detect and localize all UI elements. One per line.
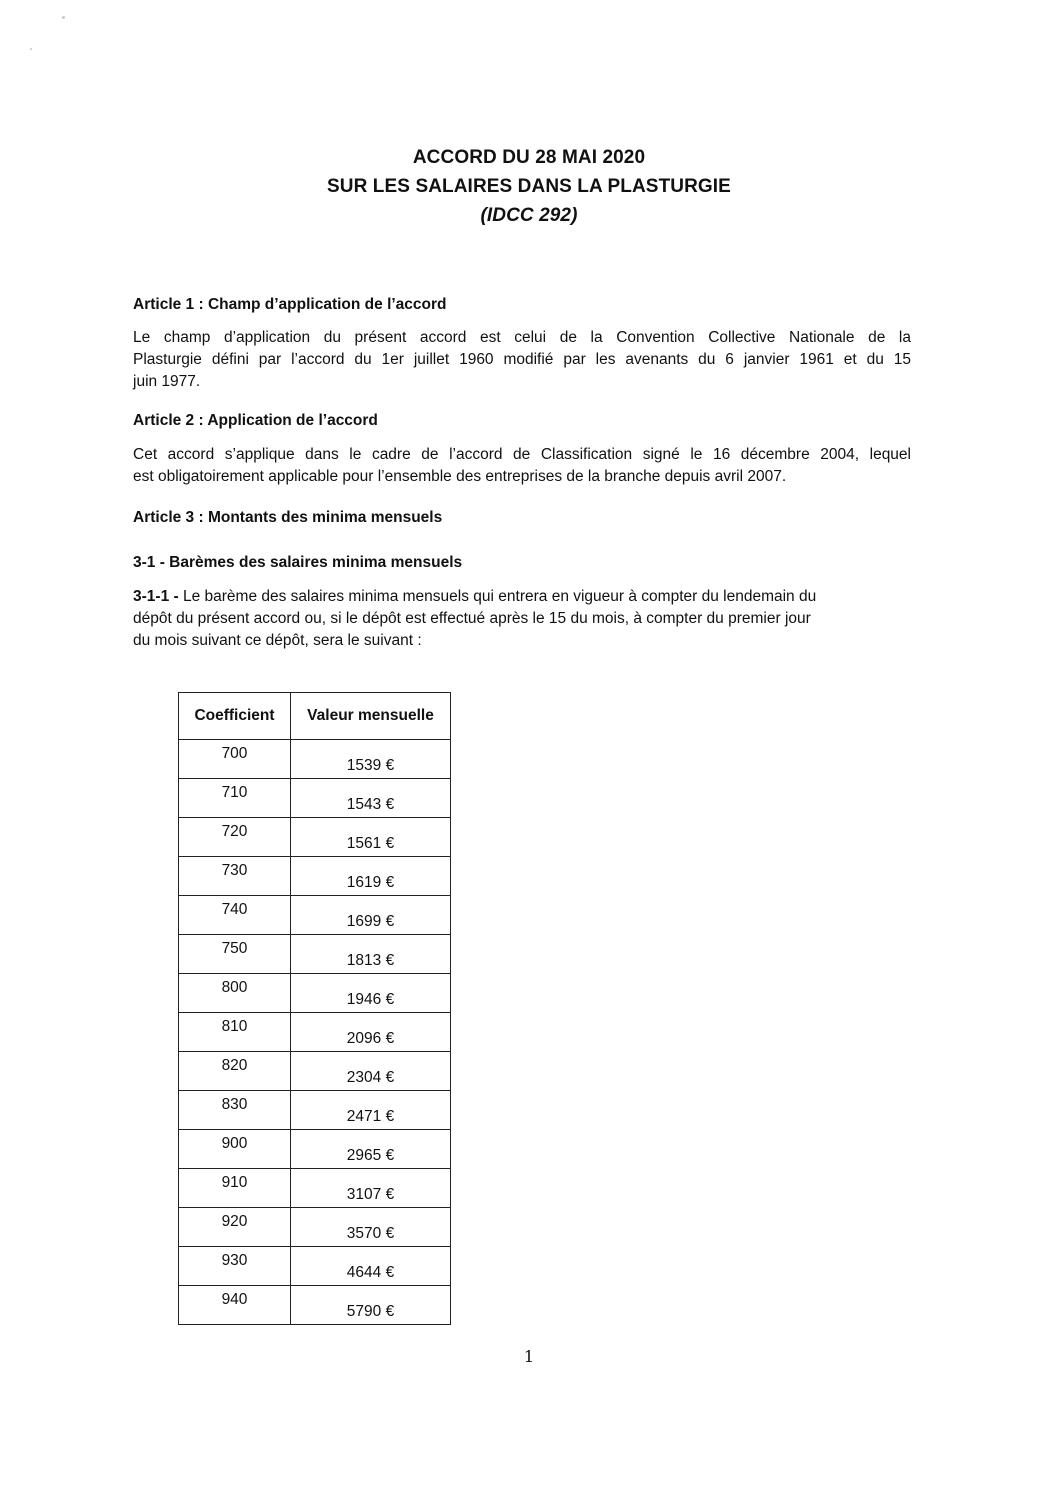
coefficient-cell: 940 [179,1286,291,1325]
section-3-1-1-line-1: 3-1-1 - Le barème des salaires minima mensuels qui entrera en vigueur à compter du lendemain du [133,588,817,605]
monthly-value-cell: 3570 € [291,1208,451,1247]
coefficient-cell: 720 [179,818,291,857]
table-row [179,1169,451,1208]
table-row [179,1247,451,1286]
title-line-3: (IDCC 292) [480,205,578,226]
monthly-value-cell: 1619 € [291,857,451,896]
scan-speck [30,48,32,50]
monthly-value-cell: 2471 € [291,1091,451,1130]
section-3-1-heading: 3-1 - Barèmes des salaires minima mensuels [133,554,463,571]
table-row [179,935,451,974]
document-body [133,294,911,652]
table-row [179,1052,451,1091]
article-1-line-1: Le champ d’application du présent accord est celui de la Convention Collective Nationale de la [133,329,911,346]
article-2-line-2: est obligatoirement applicable pour l’ensemble des entreprises de la branche depuis avril 2007. [133,468,787,485]
title-line-2: SUR LES SALAIRES DANS LA PLASTURGIE [327,176,731,197]
column-header-coefficient: Coefficient [179,693,291,740]
monthly-value-cell: 2096 € [291,1013,451,1052]
section-3-1-1-label: 3-1-1 - [133,588,179,605]
article-2-line-1: Cet accord s’applique dans le cadre de l’accord de Classification signé le 16 décembre 2004, lequel [133,446,911,463]
coefficient-cell: 830 [179,1091,291,1130]
coefficient-cell: 810 [179,1013,291,1052]
coefficient-cell: 710 [179,779,291,818]
coefficient-cell: 910 [179,1169,291,1208]
monthly-value-cell: 3107 € [291,1169,451,1208]
coefficient-cell: 740 [179,896,291,935]
monthly-value-cell: 4644 € [291,1247,451,1286]
coefficient-cell: 900 [179,1130,291,1169]
coefficient-cell: 800 [179,974,291,1013]
page-number: 1 [523,1347,535,1366]
title-line-1: ACCORD DU 28 MAI 2020 [412,147,646,168]
monthly-value-cell: 1539 € [291,740,451,779]
table-row [179,740,451,779]
article-3-heading: Article 3 : Montants des minima mensuels [133,509,443,526]
table-row [179,1091,451,1130]
table-row [179,857,451,896]
table-row [179,1130,451,1169]
document-title [0,143,1058,230]
table-row [179,1286,451,1325]
coefficient-cell: 700 [179,740,291,779]
monthly-value-cell: 2304 € [291,1052,451,1091]
monthly-value-cell: 2965 € [291,1130,451,1169]
table-row [179,818,451,857]
monthly-value-cell: 1543 € [291,779,451,818]
column-header-monthly-value: Valeur mensuelle [291,693,451,740]
monthly-value-cell: 1561 € [291,818,451,857]
table-row [179,779,451,818]
article-1-line-3: juin 1977. [133,373,201,390]
article-2-heading: Article 2 : Application de l’accord [133,412,378,429]
article-1-line-2: Plasturgie défini par l’accord du 1er juillet 1960 modifié par les avenants du 6 janvier 1961 et du 15 [133,351,911,368]
monthly-value-cell: 1813 € [291,935,451,974]
table-row [179,1013,451,1052]
coefficient-cell: 750 [179,935,291,974]
coefficient-cell: 920 [179,1208,291,1247]
section-3-1-1-line-3: du mois suivant ce dépôt, sera le suivant : [133,632,422,649]
coefficient-cell: 730 [179,857,291,896]
table-row [179,974,451,1013]
monthly-value-cell: 5790 € [291,1286,451,1325]
coefficient-cell: 930 [179,1247,291,1286]
scan-speck [62,16,65,19]
table-body [179,740,451,1325]
table-row [179,1208,451,1247]
monthly-value-cell: 1699 € [291,896,451,935]
coefficient-cell: 820 [179,1052,291,1091]
section-3-1-1-line-2: dépôt du présent accord ou, si le dépôt est effectué après le 15 du mois, à compter du premier jour [133,610,811,627]
monthly-value-cell: 1946 € [291,974,451,1013]
article-1-heading: Article 1 : Champ d’application de l’accord [133,296,447,313]
salary-scale-table [178,692,451,1325]
table-header-row [179,693,451,740]
table-row [179,896,451,935]
